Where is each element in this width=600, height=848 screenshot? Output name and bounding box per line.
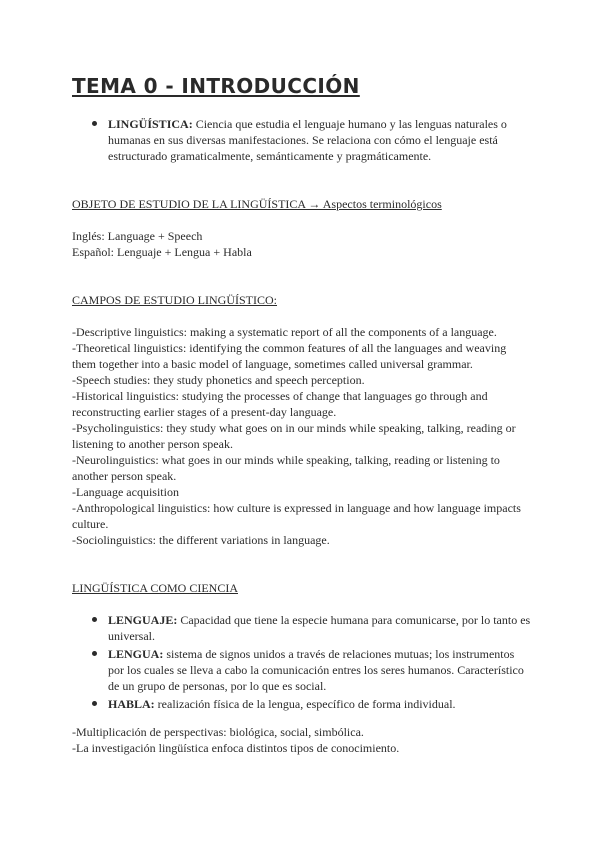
ciencia-lines: [72, 724, 532, 756]
campos-lines: [72, 324, 532, 548]
section-heading-ciencia: LINGÜÍSTICA COMO CIENCIA: [72, 581, 238, 595]
list-item: [92, 646, 532, 694]
text-line: -Speech studies: they study phonetics and speech perception.: [72, 373, 365, 387]
text-line: Español: Lenguaje + Lengua + Habla: [72, 245, 252, 259]
bullet-icon: [92, 651, 97, 656]
intro-bullet-list: [92, 116, 532, 166]
ciencia-bullet-list: [92, 612, 532, 714]
list-item: [92, 116, 532, 164]
bullet-icon: [92, 701, 97, 706]
term-label: LINGÜÍSTICA:: [108, 117, 193, 131]
term-definition: Capacidad que tiene la especie humana para comunicarse, por lo tanto es universal.: [108, 613, 531, 643]
text-line: Inglés: Language + Speech: [72, 229, 203, 243]
text-line: -Theoretical linguistics: identifying the common features of all the languages and weaving them together into a basic model of language, sometimes called universal grammar.: [72, 341, 507, 371]
text-line: -Multiplicación de perspectivas: biológica, social, simbólica.: [72, 725, 364, 739]
bullet-icon: [92, 617, 97, 622]
text-line: -Descriptive linguistics: making a systematic report of all the components of a language.: [72, 325, 497, 339]
term-definition: Ciencia que estudia el lenguaje humano y las lenguas naturales o humanas en sus diversas manifestaciones. Se relaciona con cómo el lenguaje está estructurado gramaticalmente, semánticamente y pragmáticamente.: [108, 117, 507, 163]
term-label: LENGUA:: [108, 647, 164, 661]
section-heading-objeto: OBJETO DE ESTUDIO DE LA LINGÜÍSTICA → Aspectos terminológicos: [72, 197, 442, 211]
section-heading-campos: CAMPOS DE ESTUDIO LINGÜÍSTICO:: [72, 293, 278, 307]
objeto-lines: [72, 228, 532, 260]
text-line: -Psycholinguistics: they study what goes on in our minds while speaking, talking, reading or listening to another person speak.: [72, 421, 516, 451]
term-label: HABLA:: [108, 697, 155, 711]
text-line: -Historical linguistics: studying the processes of change that languages go through and reconstructing earlier stages of a present-day language.: [72, 389, 488, 419]
term-label: LENGUAJE:: [108, 613, 178, 627]
text-line: -Sociolinguistics: the different variations in language.: [72, 533, 330, 547]
bullet-icon: [92, 121, 97, 126]
term-definition: sistema de signos unidos a través de relaciones mutuas; los instrumentos por los cuales se lleva a cabo la comunicación entres los seres humanos. Característico de un grupo de personas, por lo que es social.: [108, 647, 524, 693]
page-title: TEMA 0 - INTRODUCCIÓN: [72, 74, 360, 98]
term-definition: realización física de la lengua, específico de forma individual.: [154, 697, 456, 711]
text-line: -La investigación lingüística enfoca distintos tipos de conocimiento.: [72, 741, 400, 755]
text-line: -Anthropological linguistics: how culture is expressed in language and how language impacts culture.: [72, 501, 521, 531]
list-item: [92, 696, 532, 712]
list-item: [92, 612, 532, 644]
text-line: -Neurolinguistics: what goes in our minds while speaking, talking, reading or listening to another person speak.: [72, 453, 500, 483]
text-line: -Language acquisition: [72, 485, 179, 499]
